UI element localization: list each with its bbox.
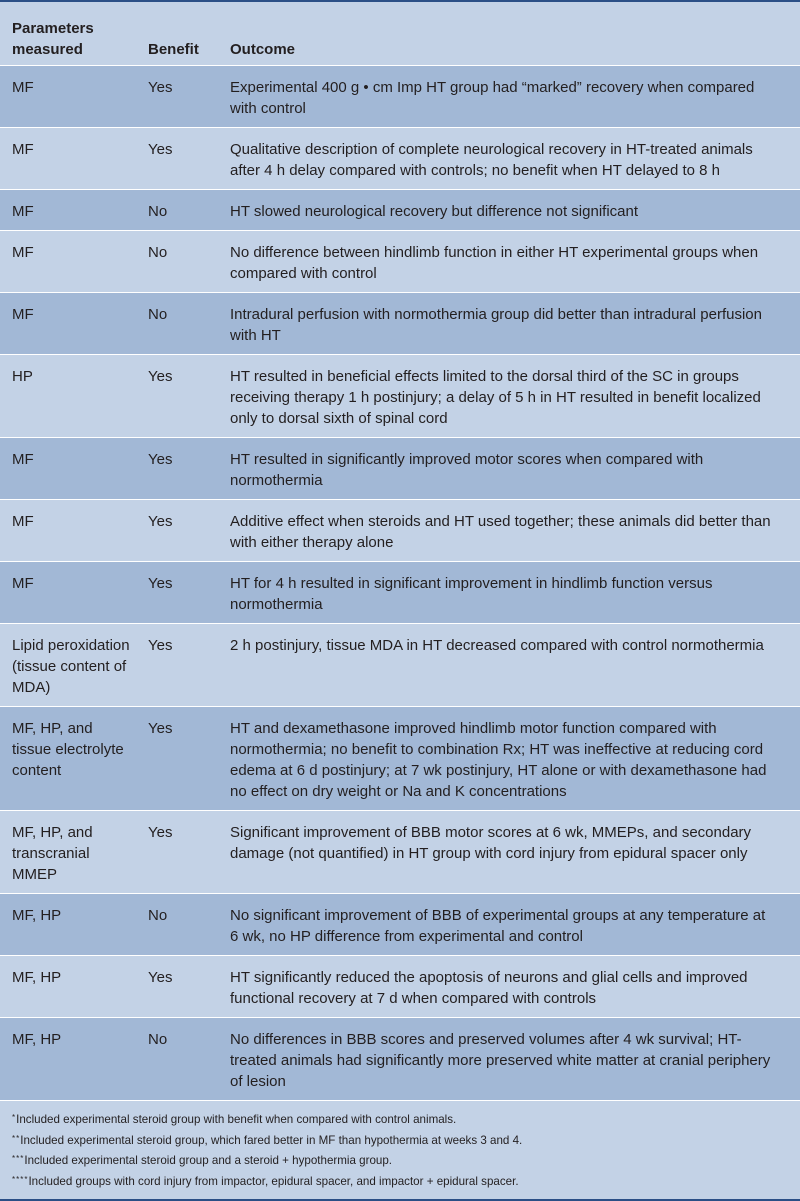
benefit-cell: Yes <box>136 562 218 624</box>
header-benefit: Benefit <box>136 2 218 66</box>
benefit-cell: Yes <box>136 956 218 1018</box>
parameters-cell: MF, HP, and transcranial MMEP <box>0 811 136 894</box>
outcome-cell: HT and dexamethasone improved hindlimb motor function compared with normothermia; no benefit to combination Rx; HT was ineffective at reducing cord edema at 6 d postinjury; at 7 wk postinjury, HT alone or with dexamethasone had no effect on dry weight or Na and K concentrations <box>218 707 800 811</box>
benefit-cell: No <box>136 190 218 231</box>
table-row <box>0 293 800 355</box>
benefit-cell: Yes <box>136 355 218 438</box>
outcome-cell: No difference between hindlimb function in either HT experimental groups when compared with control <box>218 231 800 293</box>
parameters-cell: MF <box>0 66 136 128</box>
outcome-cell: HT for 4 h resulted in significant improvement in hindlimb function versus normothermia <box>218 562 800 624</box>
footnote-text: Included experimental steroid group, which fared better in MF than hypothermia at weeks 3 and 4. <box>20 1133 523 1147</box>
table-row <box>0 355 800 438</box>
footnote-mark: *** <box>12 1154 25 1163</box>
parameters-cell: HP <box>0 355 136 438</box>
parameters-cell: MF <box>0 500 136 562</box>
footnote <box>12 1109 788 1130</box>
outcome-cell: HT significantly reduced the apoptosis of neurons and glial cells and improved functional recovery at 7 d when compared with controls <box>218 956 800 1018</box>
table-row <box>0 956 800 1018</box>
table-row <box>0 894 800 956</box>
outcome-cell: Qualitative description of complete neurological recovery in HT-treated animals after 4 h delay compared with controls; no benefit when HT delayed to 8 h <box>218 128 800 190</box>
benefit-cell: Yes <box>136 624 218 707</box>
outcome-cell: No significant improvement of BBB of experimental groups at any temperature at 6 wk, no HP difference from experimental and control <box>218 894 800 956</box>
benefit-cell: No <box>136 894 218 956</box>
outcome-cell: HT resulted in beneficial effects limited to the dorsal third of the SC in groups receiving therapy 1 h postinjury; a delay of 5 h in HT resulted in benefit localized only to dorsal sixth of spinal cord <box>218 355 800 438</box>
benefit-cell: Yes <box>136 128 218 190</box>
footnote <box>12 1150 788 1171</box>
footnote-text: Included groups with cord injury from impactor, epidural spacer, and impactor + epidural spacer. <box>28 1174 519 1188</box>
footnote-mark: **** <box>12 1174 29 1184</box>
table-header-row <box>0 2 800 66</box>
outcome-cell: Intradural perfusion with normothermia group did better than intradural perfusion with HT <box>218 293 800 355</box>
parameters-cell: Lipid peroxidation (tissue content of MDA) <box>0 624 136 707</box>
table-row <box>0 1018 800 1101</box>
parameters-cell: MF <box>0 562 136 624</box>
header-outcome: Outcome <box>218 2 800 66</box>
table-row <box>0 128 800 190</box>
outcome-cell: No differences in BBB scores and preserved volumes after 4 wk survival; HT-treated animals had significantly more preserved white matter at cranial periphery of lesion <box>218 1018 800 1101</box>
table-row <box>0 811 800 894</box>
benefit-cell: Yes <box>136 500 218 562</box>
header-parameters: Parameters measured <box>0 2 136 66</box>
outcome-cell: HT resulted in significantly improved motor scores when compared with normothermia <box>218 438 800 500</box>
parameters-cell: MF <box>0 293 136 355</box>
footnote-text: Included experimental steroid group and a steroid + hypothermia group. <box>24 1154 393 1167</box>
table-row <box>0 624 800 707</box>
benefit-cell: No <box>136 231 218 293</box>
outcome-cell: Additive effect when steroids and HT used together; these animals did better than with either therapy alone <box>218 500 800 562</box>
table-row <box>0 66 800 128</box>
parameters-cell: MF, HP <box>0 1018 136 1101</box>
benefit-cell: Yes <box>136 438 218 500</box>
benefit-cell: Yes <box>136 707 218 811</box>
parameters-cell: MF <box>0 128 136 190</box>
benefit-cell: Yes <box>136 811 218 894</box>
footnote <box>12 1130 788 1151</box>
table-row <box>0 562 800 624</box>
outcome-cell: HT slowed neurological recovery but difference not significant <box>218 190 800 231</box>
table-row <box>0 231 800 293</box>
outcome-cell: 2 h postinjury, tissue MDA in HT decreased compared with control normothermia <box>218 624 800 707</box>
parameters-cell: MF, HP <box>0 894 136 956</box>
table-row <box>0 500 800 562</box>
footnote-mark: * <box>12 1113 17 1122</box>
benefit-cell: No <box>136 293 218 355</box>
table-row <box>0 438 800 500</box>
parameters-cell: MF <box>0 438 136 500</box>
footnotes <box>0 1100 800 1199</box>
table-row <box>0 707 800 811</box>
parameters-cell: MF, HP, and tissue electrolyte content <box>0 707 136 811</box>
benefit-cell: Yes <box>136 66 218 128</box>
parameters-cell: MF, HP <box>0 956 136 1018</box>
footnote <box>12 1171 788 1192</box>
benefit-cell: No <box>136 1018 218 1101</box>
outcome-cell: Significant improvement of BBB motor scores at 6 wk, MMEPs, and secondary damage (not quantified) in HT group with cord injury from epidural spacer only <box>218 811 800 894</box>
table-body <box>0 66 800 1101</box>
results-table <box>0 2 800 1100</box>
outcome-cell: Experimental 400 g • cm Imp HT group had “marked” recovery when compared with control <box>218 66 800 128</box>
parameters-cell: MF <box>0 190 136 231</box>
footnote-text: Included experimental steroid group with benefit when compared with control animals. <box>16 1113 457 1126</box>
parameters-cell: MF <box>0 231 136 293</box>
footnote-mark: ** <box>12 1133 21 1143</box>
table-row <box>0 190 800 231</box>
